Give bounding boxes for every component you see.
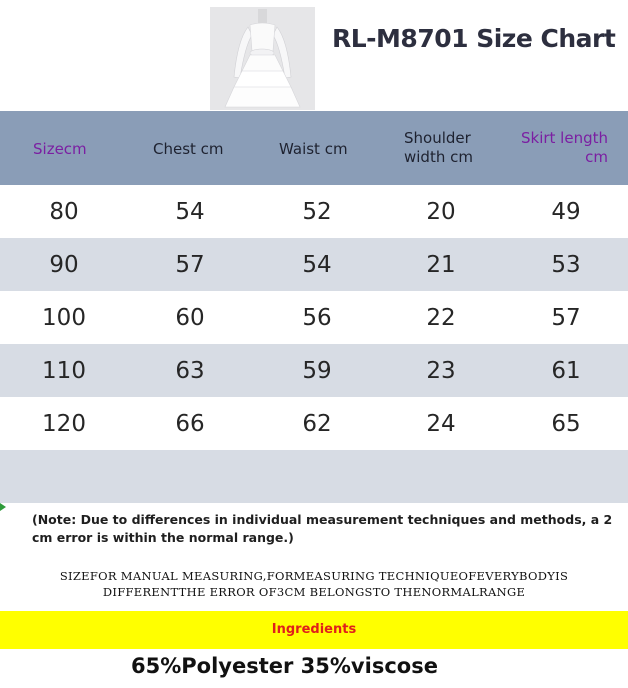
cell-chest: 57 <box>175 251 205 278</box>
table-row <box>0 344 628 397</box>
cell-chest: 60 <box>175 304 205 331</box>
cell-shoulder: 20 <box>426 198 456 225</box>
product-photo <box>210 7 315 110</box>
table-row <box>0 185 628 238</box>
table-row <box>0 397 628 450</box>
header-size: Sizecm <box>33 140 87 158</box>
cell-skirt-length: 49 <box>551 198 581 225</box>
header-skirt-length: Skirt length cm <box>520 129 608 166</box>
corner-mark <box>0 503 6 511</box>
cell-chest: 66 <box>175 410 205 437</box>
cell-shoulder: 24 <box>426 410 456 437</box>
cell-size: 120 <box>42 410 86 437</box>
notice-line-1: SIZEFOR MANUAL MEASURING,FORMEASURING TECHNIQUEOFEVERYBODYIS <box>59 569 569 583</box>
cell-chest: 54 <box>175 198 205 225</box>
fabric-composition: 65%Polyester 35%viscose <box>131 654 438 678</box>
cell-waist: 54 <box>302 251 332 278</box>
header-chest: Chest cm <box>153 140 224 158</box>
size-chart-title: RL-M8701 Size Chart <box>332 24 616 53</box>
cell-chest: 63 <box>175 357 205 384</box>
table-header <box>0 111 628 185</box>
ingredients-label: Ingredients <box>271 622 357 637</box>
measuring-notice <box>0 568 628 600</box>
cell-skirt-length: 57 <box>551 304 581 331</box>
dress-image <box>210 7 315 110</box>
header-waist: Waist cm <box>279 140 348 158</box>
size-table <box>0 111 628 503</box>
cell-waist: 59 <box>302 357 332 384</box>
table-row <box>0 238 628 291</box>
cell-size: 100 <box>42 304 86 331</box>
cell-shoulder: 23 <box>426 357 456 384</box>
ingredients-bar <box>0 611 628 649</box>
cell-size: 110 <box>42 357 86 384</box>
cell-waist: 56 <box>302 304 332 331</box>
cell-skirt-length: 53 <box>551 251 581 278</box>
cell-shoulder: 21 <box>426 251 456 278</box>
cell-size: 80 <box>49 198 79 225</box>
notice-line-2: DIFFERENTTHE ERROR OF3CM BELONGSTO THENORMALRANGE <box>102 585 526 599</box>
measurement-note: (Note: Due to differences in individual measurement techniques and methods, a 2 cm error is within the normal range.) <box>32 512 613 545</box>
cell-waist: 52 <box>302 198 332 225</box>
cell-waist: 62 <box>302 410 332 437</box>
cell-shoulder: 22 <box>426 304 456 331</box>
header-shoulder: Shoulder width cm <box>404 129 473 166</box>
cell-skirt-length: 65 <box>551 410 581 437</box>
empty-band <box>0 450 628 503</box>
table-row <box>0 291 628 344</box>
cell-size: 90 <box>49 251 79 278</box>
cell-skirt-length: 61 <box>551 357 581 384</box>
